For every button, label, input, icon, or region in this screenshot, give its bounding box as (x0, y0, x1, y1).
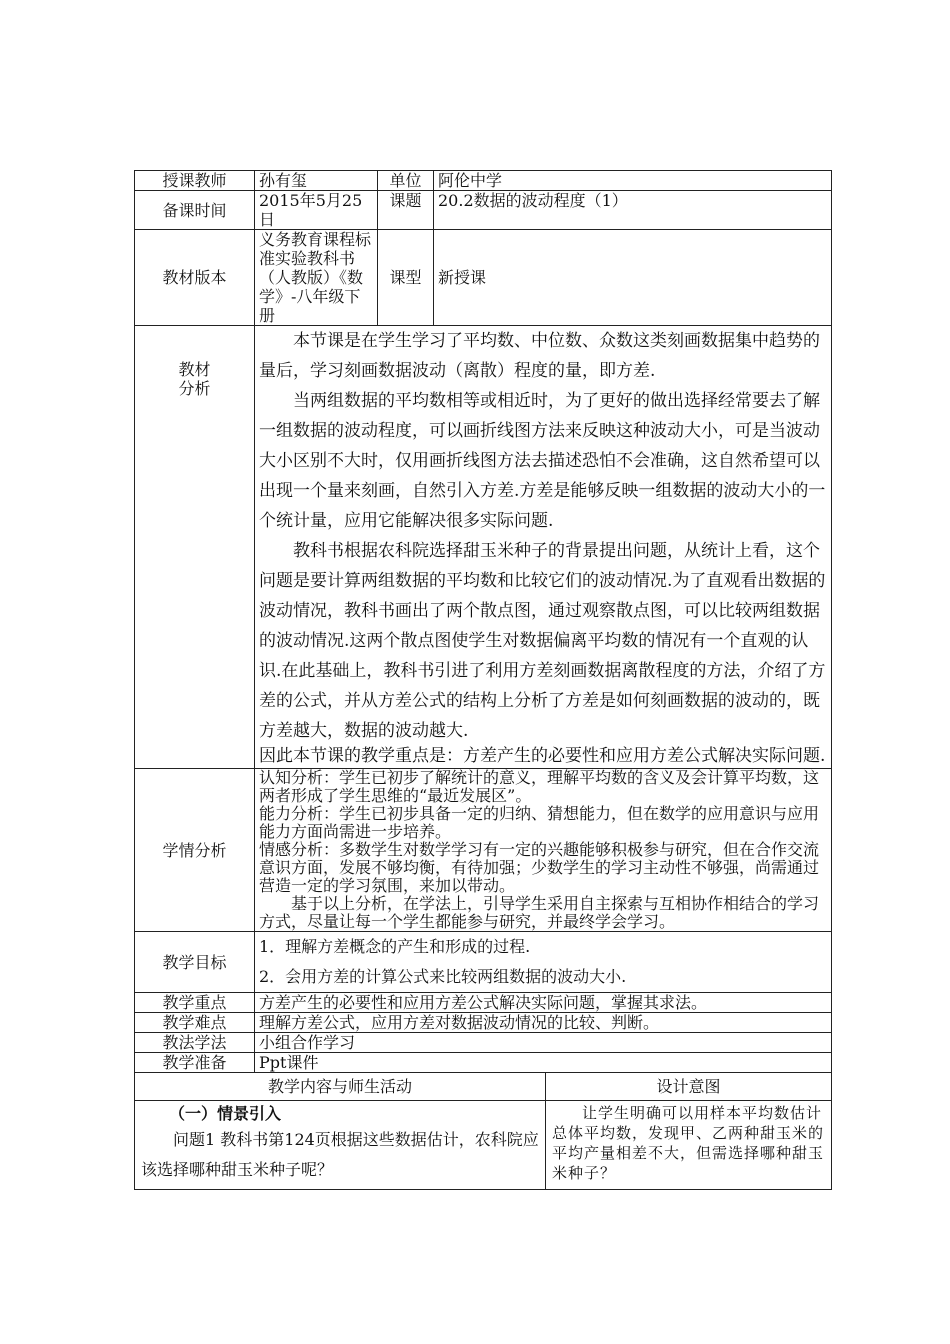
analysis-content (255, 326, 832, 769)
analysis-conclusion: 因此本节课的教学重点是：方差产生的必要性和应用方差公式解决实际问题. (259, 746, 826, 766)
method-value: 小组合作学习 (255, 1033, 832, 1053)
teacher-value: 孙有玺 (255, 171, 378, 191)
section-title: （一）情景引入 (169, 1104, 282, 1123)
analysis-label-line2: 分析 (178, 379, 211, 398)
goals-content (255, 932, 832, 993)
prep-value: Ppt课件 (255, 1053, 832, 1073)
unit-value: 阿伦中学 (434, 171, 832, 191)
type-label: 课型 (378, 230, 434, 326)
edition-value: 义务教育课程标准实验教科书（人教版）《数学》-八年级下册 (255, 230, 378, 326)
analysis-paragraph-3: 教科书根据农科院选择甜玉米种子的背景提出问题，从统计上看，这个问题是要计算两组数据的平均数和比较它们的波动情况.为了直观看出数据的波动情况，教科书画出了两个散点图，通过观察散点图，可以比较两组数据的波动情况.这两个散点图使学生对数据偏离平均数的情况有一个直观的认识.在此基础上，教科书引进了利用方差刻画数据离散程度的方法，介绍了方差的公式，并从方差公式的结构上分析了方差是如何刻画数据的波动的，既方差越大，数据的波动越大. (259, 541, 826, 741)
edition-label: 教材版本 (135, 230, 255, 326)
student-analysis-content (255, 769, 832, 932)
activity-content (135, 1101, 546, 1190)
analysis-paragraph-1: 本节课是在学生学习了平均数、中位数、众数这类刻画数据集中趋势的量后，学习刻画数据波动（离散）程度的量，即方差. (259, 331, 820, 381)
lesson-plan-document (134, 170, 831, 1190)
method-label: 教法学法 (135, 1033, 255, 1053)
goal-item-2: 2．会用方差的计算公式来比较两组数据的波动大小. (259, 967, 627, 986)
topic-label: 课题 (378, 191, 434, 230)
lesson-plan-table (134, 170, 832, 1190)
analysis-paragraph-2: 当两组数据的平均数相等或相近时，为了更好的做出选择经常要去了解一组数据的波动程度，可以画折线图方法来反映这种波动大小，可是当波动大小区别不大时，仅用画折线图方法去描述恐怕不会准确，这自然希望可以出现一个量来刻画，自然引入方差.方差是能够反映一组数据的波动大小的一个统计量，应用它能解决很多实际问题. (259, 391, 826, 531)
key-points-value: 方差产生的必要性和应用方差公式解决实际问题，掌握其求法。 (255, 993, 832, 1013)
teacher-label: 授课教师 (135, 171, 255, 191)
type-value: 新授课 (434, 230, 832, 326)
ability-analysis: 能力分析：学生已初步具备一定的归纳、猜想能力，但在数学的应用意识与应用能力方面尚需进一步培养。 (259, 804, 820, 841)
analysis-label-line1: 教材 (178, 360, 211, 379)
unit-label: 单位 (378, 171, 434, 191)
goal-item-1: 1．理解方差概念的产生和形成的过程. (259, 937, 531, 956)
question-1: 问题1 教科书第124页根据这些数据估计，农科院应该选择哪种甜玉米种子呢？ (141, 1130, 539, 1179)
emotion-analysis: 情感分析：多数学生对数学学习有一定的兴趣能够积极参与研究，但在合作交流意识方面，发展不够均衡，有待加强；少数学生的学习主动性不够强，尚需通过营造一定的学习氛围，来加以带动。 (259, 840, 820, 895)
date-value: 2015年5月25日 (255, 191, 378, 230)
method-analysis: 基于以上分析，在学法上，引导学生采用自主探索与互相协作相结合的学习方式，尽量让每一个学生都能参与研究，并最终学会学习。 (259, 894, 820, 931)
design-intent: 让学生明确可以用样本平均数估计总体平均数，发现甲、乙两种甜玉米的平均产量相差不大，但需选择哪种甜玉米种子？ (552, 1104, 825, 1182)
intent-header: 设计意图 (546, 1073, 832, 1101)
activity-header: 教学内容与师生活动 (135, 1073, 546, 1101)
difficulties-label: 教学难点 (135, 1013, 255, 1033)
difficulties-value: 理解方差公式，应用方差对数据波动情况的比较、判断。 (255, 1013, 832, 1033)
goals-label: 教学目标 (135, 932, 255, 993)
analysis-label (135, 326, 255, 769)
intent-content (546, 1101, 832, 1190)
key-points-label: 教学重点 (135, 993, 255, 1013)
student-analysis-label: 学情分析 (135, 769, 255, 932)
prep-label: 教学准备 (135, 1053, 255, 1073)
date-label: 备课时间 (135, 191, 255, 230)
topic-value: 20.2数据的波动程度（1） (434, 191, 832, 230)
cognitive-analysis: 认知分析：学生已初步了解统计的意义，理解平均数的含义及会计算平均数，这两者形成了学生思维的“最近发展区”。 (259, 768, 820, 805)
